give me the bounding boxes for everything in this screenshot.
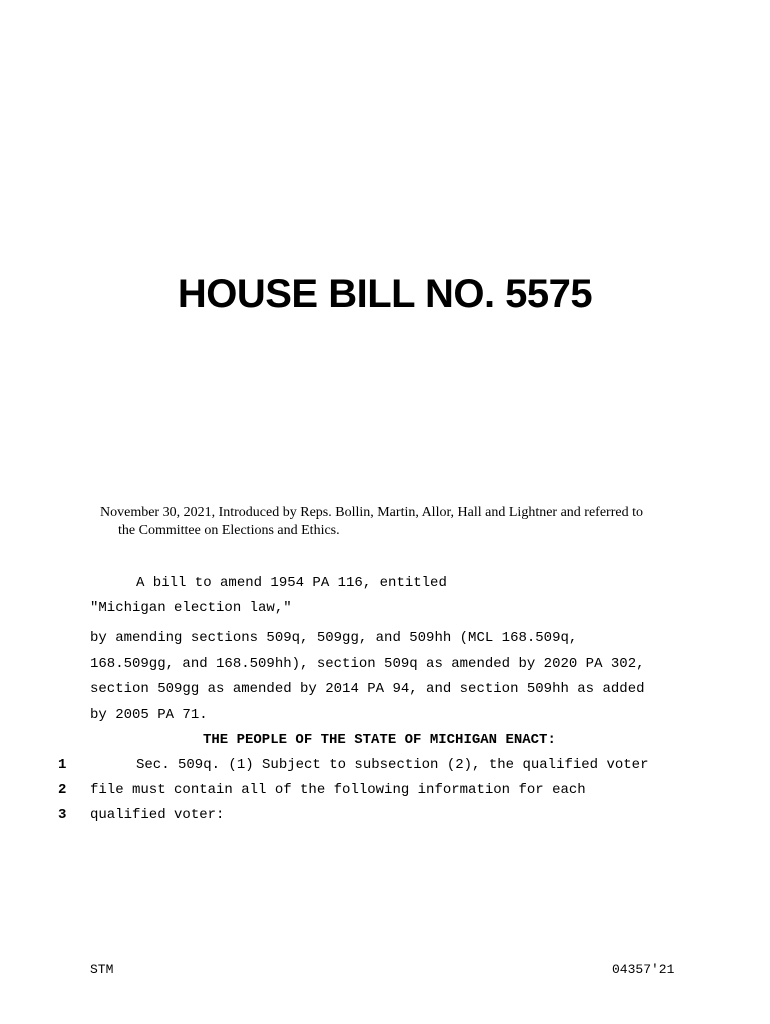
introduction-line-1: November 30, 2021, Introduced by Reps. Bollin, Martin, Allor, Hall and Lightner and referred to — [100, 505, 643, 520]
preamble-line-2: "Michigan election law," — [90, 600, 292, 616]
body-line: file must contain all of the following information for each — [90, 782, 586, 798]
line-number: 1 — [58, 757, 67, 773]
introduction-line-2: the Committee on Elections and Ethics. — [118, 523, 340, 538]
preamble-line-6: by 2005 PA 71. — [90, 707, 208, 723]
body-line: Sec. 509q. (1) Subject to subsection (2), the qualified voter — [136, 757, 649, 773]
body-line: qualified voter: — [90, 807, 225, 823]
preamble-line-5: section 509gg as amended by 2014 PA 94, and section 509hh as added — [90, 681, 645, 697]
preamble-line-1: A bill to amend 1954 PA 116, entitled — [136, 575, 447, 591]
line-number: 3 — [58, 807, 67, 823]
line-number: 2 — [58, 782, 67, 798]
preamble-line-4: 168.509gg, and 168.509hh), section 509q as amended by 2020 PA 302, — [90, 656, 645, 672]
enacting-clause: THE PEOPLE OF THE STATE OF MICHIGAN ENACT: — [203, 732, 556, 748]
footer-left-code: STM — [90, 962, 114, 977]
footer-right-code: 04357'21 — [612, 962, 675, 977]
bill-introduction — [100, 504, 680, 540]
bill-title: HOUSE BILL NO. 5575 — [177, 272, 593, 316]
preamble-line-3: by amending sections 509q, 509gg, and 509hh (MCL 168.509q, — [90, 630, 578, 646]
